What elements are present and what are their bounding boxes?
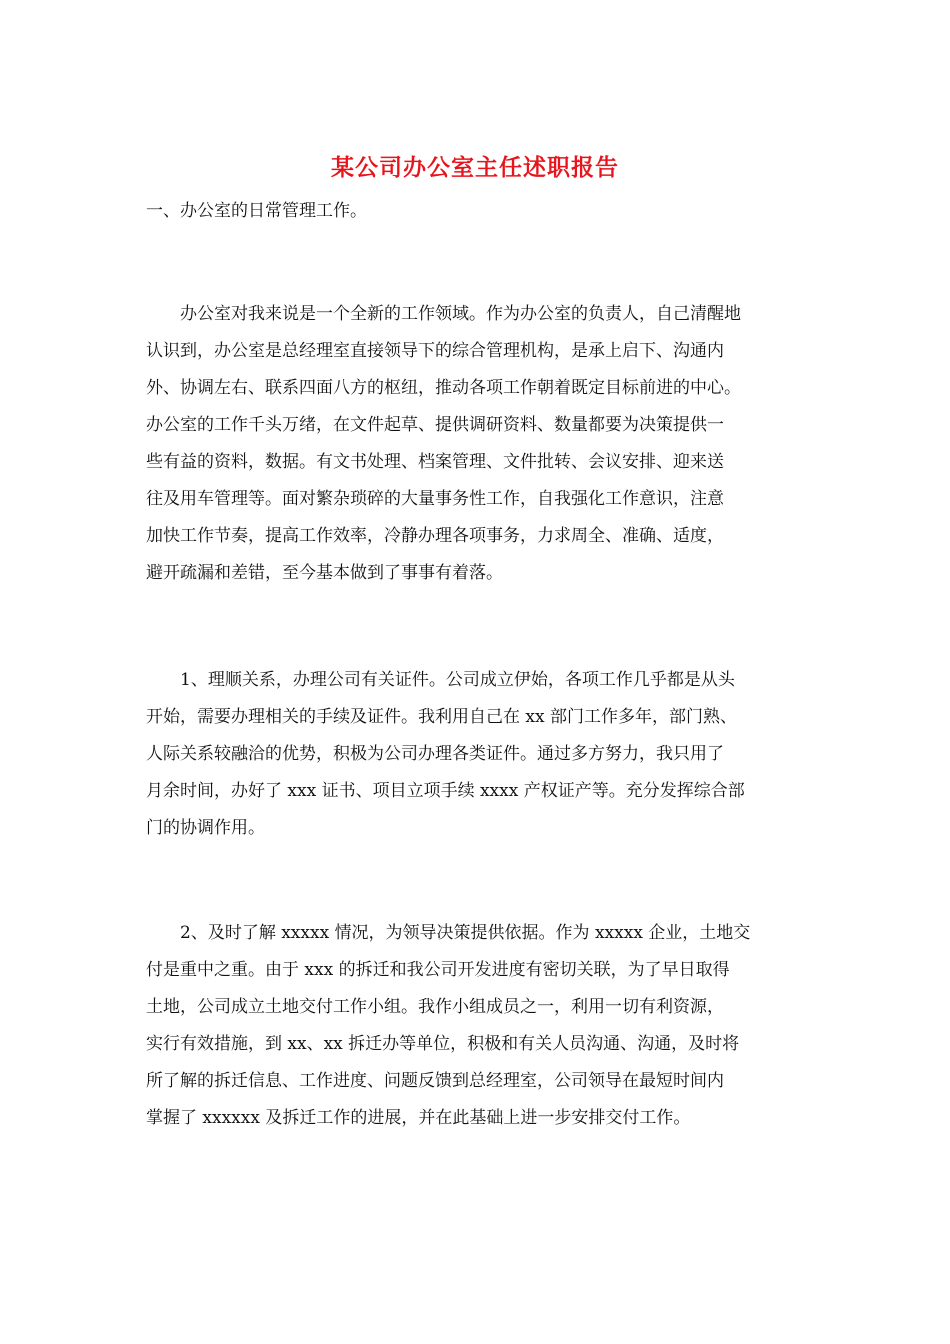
paragraph-line: 些有益的资料，数据。有文书处理、档案管理、文件批转、会议安排、迎来送 <box>146 452 724 472</box>
paragraph-line: 所了解的拆迁信息、工作进度、问题反馈到总经理室，公司领导在最短时间内 <box>146 1071 724 1091</box>
paragraph-line: 掌握了 xxxxxx 及拆迁工作的进展，并在此基础上进一步安排交付工作。 <box>146 1108 691 1128</box>
paragraph-line: 认识到，办公室是总经理室直接领导下的综合管理机构，是承上启下、沟通内 <box>146 341 724 361</box>
paragraph-line: 土地，公司成立土地交付工作小组。我作小组成员之一，利用一切有利资源， <box>146 997 724 1017</box>
paragraph-item-1 <box>146 662 810 847</box>
paragraph-line: 月余时间，办好了 xxx 证书、项目立项手续 xxxx 产权证产等。充分发挥综合部 <box>146 781 745 801</box>
document-title: 某公司办公室主任述职报告 <box>331 154 619 181</box>
paragraph-line: 办公室的工作千头万绪，在文件起草、提供调研资料、数量都要为决策提供一 <box>146 415 724 435</box>
paragraph-line: 外、协调左右、联系四面八方的枢纽，推动各项工作朝着既定目标前进的中心。 <box>146 378 741 398</box>
paragraph-item-2 <box>146 915 810 1137</box>
section-heading: 一、办公室的日常管理工作。 <box>146 201 367 221</box>
paragraph-line: 开始，需要办理相关的手续及证件。我利用自己在 xx 部门工作多年，部门熟、 <box>146 707 737 727</box>
paragraph-line: 人际关系较融洽的优势，积极为公司办理各类证件。通过多方努力，我只用了 <box>146 744 724 764</box>
paragraph-line: 办公室对我来说是一个全新的工作领域。作为办公室的负责人，自己清醒地 <box>146 304 741 324</box>
paragraph-line: 避开疏漏和差错，至今基本做到了事事有着落。 <box>146 563 503 583</box>
paragraph-line: 2、及时了解 xxxxx 情况，为领导决策提供依据。作为 xxxxx 企业，土地交 <box>146 923 751 943</box>
paragraph-office-overview <box>146 296 810 592</box>
paragraph-line: 实行有效措施，到 xx、xx 拆迁办等单位，积极和有关人员沟通、沟通，及时将 <box>146 1034 740 1054</box>
paragraph-line: 加快工作节奏，提高工作效率，冷静办理各项事务，力求周全、准确、适度， <box>146 526 724 546</box>
paragraph-line: 往及用车管理等。面对繁杂琐碎的大量事务性工作，自我强化工作意识，注意 <box>146 489 724 509</box>
paragraph-line: 付是重中之重。由于 xxx 的拆迁和我公司开发进度有密切关联，为了早日取得 <box>146 960 730 980</box>
paragraph-line: 门的协调作用。 <box>146 818 265 838</box>
paragraph-line: 1、理顺关系，办理公司有关证件。公司成立伊始，各项工作几乎都是从头 <box>146 670 735 690</box>
